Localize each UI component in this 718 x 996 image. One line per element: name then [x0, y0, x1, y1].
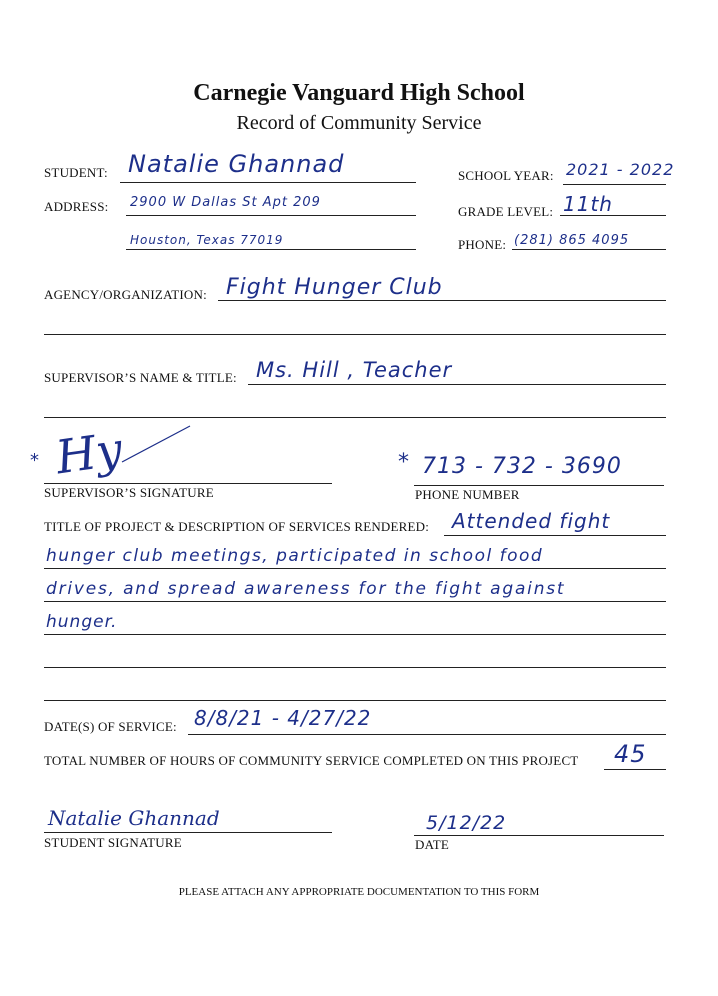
address-line-1	[126, 215, 416, 216]
address-label: ADDRESS:	[44, 199, 109, 214]
supervisor-phone-value: 713 - 732 - 3690	[422, 454, 622, 479]
supervisor-line-2	[44, 417, 666, 418]
supervisor-name-label: SUPERVISOR’S NAME & TITLE:	[44, 370, 237, 385]
agency-value: Fight Hunger Club	[226, 275, 443, 300]
total-hours-line	[604, 769, 666, 770]
address-line2-value: Houston, Texas 77019	[130, 233, 284, 247]
description-line-6	[44, 700, 666, 701]
address-line-2	[126, 249, 416, 250]
description-line2-value: hunger club meetings, participated in school food	[46, 546, 544, 566]
grade-level-label: GRADE LEVEL:	[458, 204, 554, 219]
supervisor-phone-line	[414, 485, 664, 486]
description-line-3	[44, 601, 666, 602]
agency-line	[218, 300, 666, 301]
student-signature-label: STUDENT SIGNATURE	[44, 835, 182, 850]
address-line1-value: 2900 W Dallas St Apt 209	[130, 195, 321, 210]
school-year-value: 2021 - 2022	[566, 160, 675, 179]
form-title: Record of Community Service	[236, 112, 482, 134]
dates-of-service-label: DATE(S) OF SERVICE:	[44, 719, 177, 734]
agency-line-2	[44, 334, 666, 335]
signature-flourish	[120, 424, 192, 464]
student-name-value: Natalie Ghannad	[128, 150, 345, 178]
date-signed-value: 5/12/22	[426, 812, 507, 834]
school-year-line	[563, 184, 666, 185]
description-line-4	[44, 634, 666, 635]
student-signature-value: Natalie Ghannad	[48, 806, 220, 830]
date-label: DATE	[415, 837, 450, 852]
agency-label: AGENCY/ORGANIZATION:	[44, 287, 207, 302]
total-hours-value: 45	[614, 740, 647, 768]
grade-level-value: 11th	[563, 192, 613, 216]
description-line-5	[44, 667, 666, 668]
dates-of-service-value: 8/8/21 - 4/27/22	[194, 706, 372, 730]
phone-number-label: PHONE NUMBER	[415, 487, 520, 502]
supervisor-name-line	[248, 384, 666, 385]
supervisor-name-value: Ms. Hill , Teacher	[256, 358, 453, 382]
student-label: STUDENT:	[44, 165, 108, 180]
student-line	[120, 182, 416, 183]
description-line1-value: Attended fight	[452, 509, 611, 533]
date-line	[414, 835, 664, 836]
project-title-label: TITLE OF PROJECT & DESCRIPTION OF SERVICES RENDERED:	[44, 519, 430, 534]
description-line-1	[444, 535, 666, 536]
supervisor-signature-label: SUPERVISOR’S SIGNATURE	[44, 485, 214, 500]
asterisk-mark-1: *	[30, 450, 39, 471]
total-hours-label: TOTAL NUMBER OF HOURS OF COMMUNITY SERVICE COMPLETED ON THIS PROJECT	[44, 753, 579, 768]
school-name: Carnegie Vanguard High School	[193, 80, 525, 106]
asterisk-mark-2: *	[398, 450, 409, 475]
phone-value: (281) 865 4095	[514, 233, 630, 248]
supervisor-signature-line	[44, 483, 332, 484]
school-year-label: SCHOOL YEAR:	[458, 168, 554, 183]
student-signature-line	[44, 832, 332, 833]
description-line-2	[44, 568, 666, 569]
dates-of-service-line	[188, 734, 666, 735]
phone-line	[512, 249, 666, 250]
description-line4-value: hunger.	[46, 612, 118, 632]
phone-label: PHONE:	[458, 237, 507, 252]
supervisor-signature-value: Hy	[52, 421, 126, 485]
description-line3-value: drives, and spread awareness for the fight against	[46, 579, 566, 599]
attach-documentation-note: PLEASE ATTACH ANY APPROPRIATE DOCUMENTATION TO THIS FORM	[178, 886, 540, 898]
